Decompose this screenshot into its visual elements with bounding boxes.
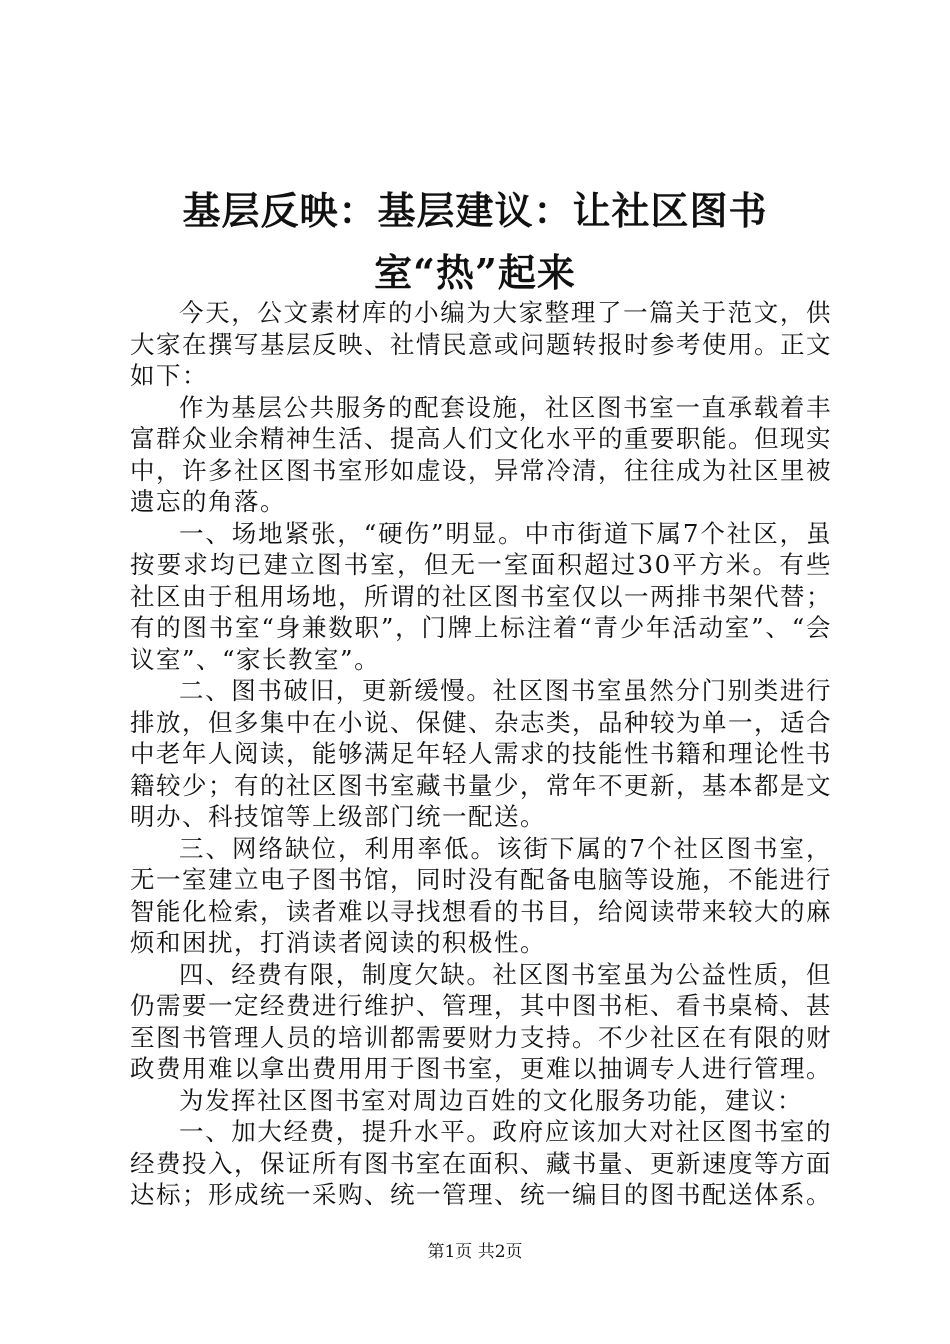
paragraph-issue-1: 一、场地紧张，“硬伤”明显。中市街道下属7个社区，虽按要求均已建立图书室，但无一室面积超过30平方米。有些社区由于租用场地，所谓的社区图书室仅以一两排书架代替；有的图书室“身兼数职”，门牌上标注着“青少年活动室”、“会议室”、“家长教室”。 [130,518,832,674]
page-number: 第1页 共2页 [427,1242,523,1262]
paragraph-intro: 今天，公文素材库的小编为大家整理了一篇关于范文，供大家在撰写基层反映、社情民意或问题转报时参考使用。正文如下： [130,298,832,390]
paragraph-issue-3: 三、网络缺位，利用率低。该街下属的7个社区图书室，无一室建立电子图书馆，同时没有配备电脑等设施，不能进行智能化检索，读者难以寻找想看的书目，给阅读带来较大的麻烦和困扰，打消读者阅读的积极性。 [130,833,832,957]
paragraph-suggestion-lead: 为发挥社区图书室对周边百姓的文化服务功能，建议： [179,1085,803,1115]
document-body [130,297,832,1211]
paragraph-suggestion-1: 一、加大经费，提升水平。政府应该加大对社区图书室的经费投入，保证所有图书室在面积、藏书量、更新速度等方面达标；形成统一采购、统一管理、统一编目的图书配送体系。 [130,1117,832,1209]
paragraph-issue-2: 二、图书破旧，更新缓慢。社区图书室虽然分门别类进行排放，但多集中在小说、保健、杂志类，品种较为单一，适合中老年人阅读，能够满足年轻人需求的技能性书籍和理论性书籍较少；有的社区图书室藏书量少，常年不更新，基本都是文明办、科技馆等上级部门统一配送。 [130,676,832,831]
paragraph-background: 作为基层公共服务的配套设施，社区图书室一直承载着丰富群众业余精神生活、提高人们文化水平的重要职能。但现实中，许多社区图书室形如虚设，异常冷清，往往成为社区里被遗忘的角落。 [130,392,832,516]
document-title: 基层反映：基层建议：让社区图书室“热”起来 [182,188,768,295]
paragraph-issue-4: 四、经费有限，制度欠缺。社区图书室虽为公益性质，但仍需要一定经费进行维护、管理，其中图书柜、看书桌椅、甚至图书管理人员的培训都需要财力支持。不少社区在有限的财政费用难以拿出费用用于图书室，更难以抽调专人进行管理。 [130,959,832,1083]
